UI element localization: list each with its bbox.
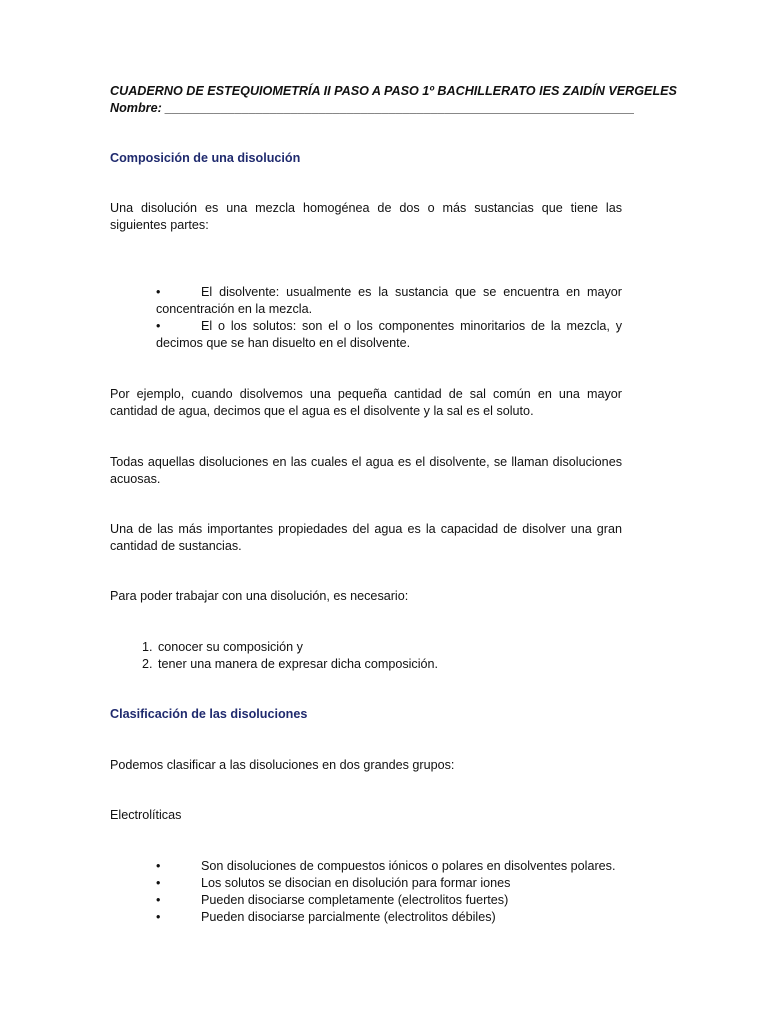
list-item-solvent (156, 284, 622, 318)
bullet-icon: • (156, 910, 161, 924)
bullet-icon: • (156, 285, 161, 299)
definition-solutes: : son el o los componentes minoritarios de la mezcla, y decimos que se han disuelto en el disolvente. (156, 319, 622, 350)
list-item (156, 858, 622, 875)
list-item (156, 892, 622, 909)
subheading-electrolytic: Electrolíticas (110, 808, 182, 822)
section-heading-classification: Clasificación de las disoluciones (110, 707, 308, 721)
requirements-list (110, 639, 622, 673)
list-item-text: Los solutos se disocian en disolución para formar iones (201, 876, 511, 890)
paragraph-water-property: Una de las más importantes propiedades del agua es la capacidad de disolver una gran cantidad de sustancias. (110, 522, 622, 553)
bullet-icon: • (156, 859, 161, 873)
bullet-icon: • (156, 319, 161, 333)
name-field-line: Nombre: ___________________________________________________________________ (110, 101, 635, 115)
document-title: CUADERNO DE ESTEQUIOMETRÍA II PASO A PASO 1º BACHILLERATO IES ZAIDÍN VERGELES (110, 84, 677, 98)
paragraph-aqueous: Todas aquellas disoluciones en las cuales el agua es el disolvente, se llaman disoluciones acuosas. (110, 455, 622, 486)
term-solvent: El disolvente (201, 285, 276, 299)
term-solutes: El o los solutos (201, 319, 293, 333)
paragraph-example: Por ejemplo, cuando disolvemos una pequeña cantidad de sal común en una mayor cantidad de agua, decimos que el agua es el disolvente y la sal es el soluto. (110, 387, 622, 418)
list-item: 2. tener una manera de expresar dicha composición. (156, 656, 622, 673)
paragraph-definition: Una disolución es una mezcla homogénea de dos o más sustancias que tiene las siguientes partes: (110, 201, 622, 232)
definition-solvent: : usualmente es la sustancia que se encuentra en mayor concentración en la mezcla. (156, 285, 622, 316)
section-heading-composition: Composición de una disolución (110, 151, 301, 165)
list-item: 1. conocer su composición y (156, 639, 622, 656)
parts-list (110, 284, 622, 352)
list-item-solutes (156, 318, 622, 352)
list-item-text: Pueden disociarse parcialmente (electrolitos débiles) (201, 910, 496, 924)
paragraph-requirement: Para poder trabajar con una disolución, es necesario: (110, 589, 409, 603)
document-body (110, 83, 677, 926)
paragraph-classification-intro: Podemos clasificar a las disoluciones en dos grandes grupos: (110, 758, 455, 772)
bullet-icon: • (156, 876, 161, 890)
list-item-text: Son disoluciones de compuestos iónicos o polares en disolventes polares. (201, 859, 616, 873)
list-item (156, 909, 622, 926)
electrolytic-list (110, 858, 622, 926)
list-item-text: Pueden disociarse completamente (electrolitos fuertes) (201, 893, 509, 907)
list-item (156, 875, 622, 892)
bullet-icon: • (156, 893, 161, 907)
